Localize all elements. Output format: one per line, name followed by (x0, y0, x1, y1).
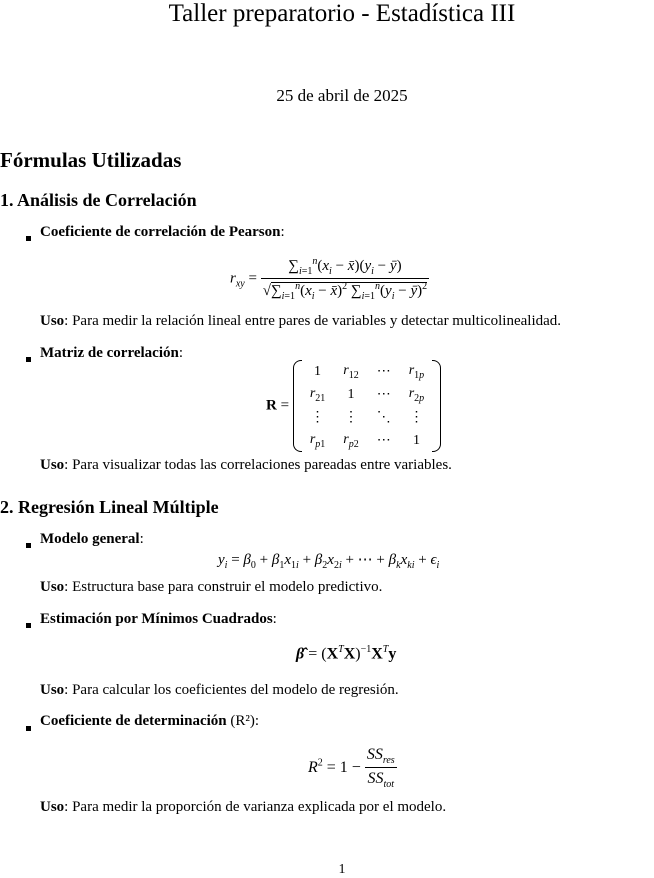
formula-least-squares: β̂ = $(X^TX)^{-1}X^Ty$ (296, 644, 397, 663)
item-name-suffix: (R²) (230, 713, 255, 729)
bullet (26, 357, 31, 362)
item-correlation-matrix: Matriz de correlación: (40, 345, 184, 361)
item-pearson: Coeficiente de correlación de Pearson: (40, 224, 285, 240)
document-title: Taller preparatorio - Estadística III (168, 0, 516, 27)
bullet (26, 543, 31, 548)
item-name: Estimación por Mínimos Cuadrados (40, 611, 273, 627)
bullet (26, 236, 31, 241)
formula-general-model: $y_i = \beta_0 + \beta_1x_{1i} + \beta_2x_{2i}$ + ⋯ + $\beta_kx_{ki} + \epsilon_i$ (218, 552, 440, 571)
item-r-squared: Coeficiente de determinación (R²): (40, 713, 260, 729)
uso-correlation-matrix: Uso: Para visualizar todas las correlaciones pareadas entre variables. (40, 457, 452, 473)
formula-correlation-matrix: R = 1 $r_{12}$ ⋯ $r_{1p}$ $r_{21}$ 1 ⋯ $r_{2p}$ ⋮ ⋮ ⋱ ⋮ $r_{p1}$ $r_{p2}$ ⋯ 1 (266, 360, 441, 452)
uso-pearson: Uso: Para medir la relación lineal entre pares de variables y detectar multicolinealidad. (40, 313, 562, 329)
uso-general-model: Uso: Estructura base para construir el modelo predictivo. (40, 579, 383, 595)
formula-pearson: $r_{xy}$ = $\frac{\sum_{i=1}^n(x_i - x̄)(y_i - ȳ)}{√\sum_{i=1}^n(x_i - x̄)^2 \sum_{i=1}^n(y_i - ȳ)^2}$ (230, 256, 428, 302)
formula-r-squared: $R^2 = 1$ − $\frac{SS_{res}}{SS_{tot}}$ (308, 746, 395, 791)
bullet (26, 623, 31, 628)
uso-r-squared: Uso: Para medir la proporción de varianza explicada por el modelo. (40, 799, 447, 815)
item-least-squares: Estimación por Mínimos Cuadrados: (40, 611, 277, 627)
item-name: Coeficiente de correlación de Pearson (40, 224, 281, 240)
section-heading-regression: 2. Regresión Lineal Múltiple (0, 497, 219, 517)
document-date: 25 de abril de 2025 (276, 86, 408, 105)
item-name: Modelo general (40, 531, 140, 547)
item-name: Matriz de correlación (40, 345, 179, 361)
page-number: 1 (338, 862, 346, 877)
item-general-model: Modelo general: (40, 531, 144, 547)
section-title: Fórmulas Utilizadas (0, 148, 182, 172)
bullet (26, 726, 31, 731)
uso-least-squares: Uso: Para calcular los coeficientes del modelo de regresión. (40, 682, 399, 698)
item-name: Coeficiente de determinación (40, 713, 227, 729)
section-heading-correlation: 1. Análisis de Correlación (0, 190, 197, 210)
